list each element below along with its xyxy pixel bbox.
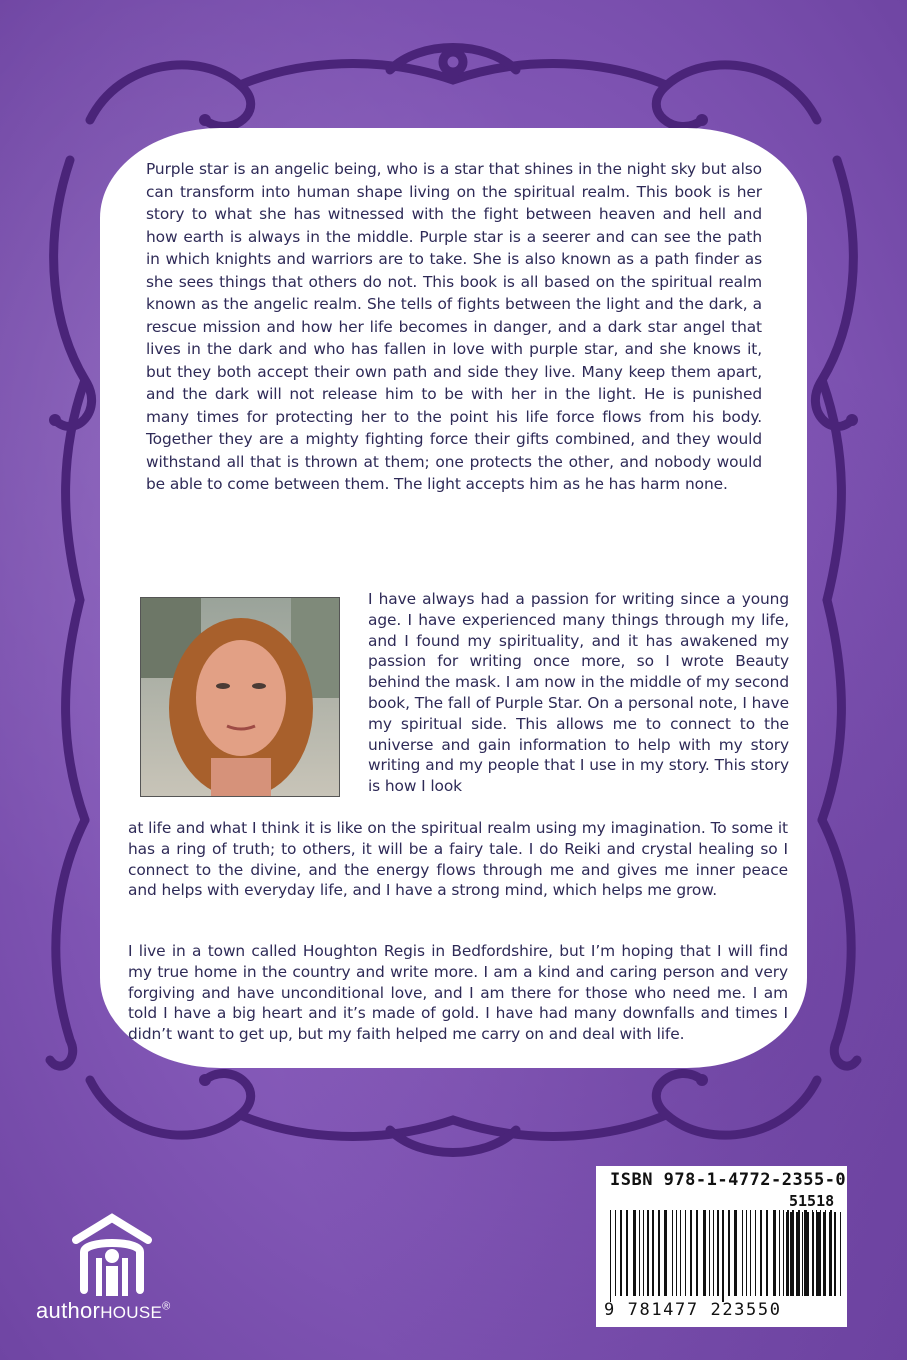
isbn-label: ISBN 978-1-4772-2355-0 (610, 1170, 847, 1190)
barcode-bar (709, 1210, 710, 1296)
barcode-bar (783, 1210, 784, 1296)
barcode-bar (804, 1210, 807, 1296)
barcode-bar (820, 1210, 821, 1296)
barcode-bar (760, 1210, 762, 1296)
barcode-bar (647, 1210, 649, 1296)
barcode-bar (610, 1210, 611, 1302)
barcode-bar (658, 1210, 660, 1296)
price-code-bar (834, 1212, 836, 1296)
barcode-bar (676, 1210, 677, 1296)
price-code-bar (840, 1212, 841, 1296)
price-code-bar (807, 1212, 809, 1296)
author-bio-side: I have always had a passion for writing since a young age. I have experienced many things through my life, and I found my spirituality, and it has awakened my passion for writing once more, so I wrote Beauty behind the mask. I am now in the middle of my second book, The fall of Purple Star. On a personal note, I have my spiritual side. This allows me to connect to the universe and gain information to help with my story writing and my people that I use in my story. This story is how I look (368, 590, 789, 796)
price-code-bar (786, 1212, 787, 1296)
barcode-bar (779, 1210, 780, 1296)
barcode-bar (696, 1210, 698, 1296)
barcode-bar (664, 1210, 667, 1296)
author-bio-home: I live in a town called Houghton Regis in Bedfordshire, but I’m hoping that I will find my true home in the country and write more. I am a kind and caring person and very forgiving and have unconditional love, and I am there for those who need me. I am told I have a big heart and it’s made of gold. I have had many downfalls and times I didn’t want to get up, but my faith helped me carry on and deal with life. (128, 942, 788, 1044)
barcode-bar (643, 1210, 644, 1296)
barcode-bar (713, 1210, 714, 1296)
price-code: 51518 (789, 1192, 835, 1210)
book-blurb: Purple star is an angelic being, who is a star that shines in the night sky but also can transform into human shape living on the spiritual realm. This book is her story to what she has witnessed with the fight between heaven and hell and how earth is always in the middle. Purple star is a seerer and can see the path in which knights and warriors are to take. She is also known as a path finder as she sees things that others do not. This book is all based on the spiritual realm known as the angelic realm. She tells of fights between the light and the dark, a rescue mission and how her life becomes in danger, and a dark star angel that lives in the dark and who has fallen in love with purple star, and she knows it, but they both accept their own path and side they live. Many keep them apart, and the dark will not release him to be with her in the light. He is punished many times for protecting her to the point his life force flows from his body. Together they are a mighty fighting force their gifts combined, and they would withstand all that is thrown at them; one protects the other, and nobody would be able to come between them. The light accepts him as he has harm none. (146, 160, 762, 493)
barcode-bar (620, 1210, 622, 1296)
barcode-bar (703, 1210, 706, 1296)
barcode-bar (680, 1210, 681, 1296)
price-code-bar (817, 1212, 820, 1296)
price-code-bar (790, 1212, 793, 1296)
barcode-bar (672, 1210, 673, 1296)
barcode-bar (816, 1210, 817, 1296)
barcode-bar (750, 1210, 751, 1296)
price-code-bar (813, 1212, 814, 1296)
barcode-bar (728, 1210, 730, 1296)
barcode-bar (717, 1210, 719, 1296)
barcode-bar (766, 1210, 768, 1296)
barcode-bar (722, 1210, 724, 1302)
barcode-bar (773, 1210, 776, 1296)
barcode-digits: 9 781477 223550 (604, 1300, 782, 1320)
barcode-bar (685, 1210, 686, 1296)
publisher-name: authorHOUSE® (36, 1298, 171, 1323)
barcode-bar (734, 1210, 737, 1296)
barcode-bar (615, 1210, 616, 1296)
price-code-bar (829, 1212, 830, 1296)
barcode-bar (812, 1210, 813, 1296)
isbn-barcode (596, 1166, 847, 1327)
barcode-bar (830, 1210, 832, 1296)
price-code-bar (796, 1212, 799, 1296)
barcode-bar (690, 1210, 692, 1296)
barcode-bar (755, 1210, 756, 1296)
price-code-bar (802, 1212, 803, 1296)
barcode-bar (626, 1210, 628, 1296)
barcode-bar (652, 1210, 654, 1296)
barcode-bar (746, 1210, 747, 1296)
barcode-bar (787, 1210, 789, 1296)
author-bio-continued: at life and what I think it is like on the spiritual realm using my imagination. To some it has a ring of truth; to others, it will be a fairy tale. I do Reiki and crystal healing so I connect to the divine, and the energy flows through me and gives me inner peace and helps with everyday life, and I have a strong mind, which helps me grow. (128, 819, 788, 900)
barcode-bar (742, 1210, 743, 1296)
price-code-bar (823, 1212, 826, 1296)
barcode-bar (633, 1210, 636, 1296)
author-photo (140, 597, 340, 797)
barcode-bar (639, 1210, 640, 1296)
